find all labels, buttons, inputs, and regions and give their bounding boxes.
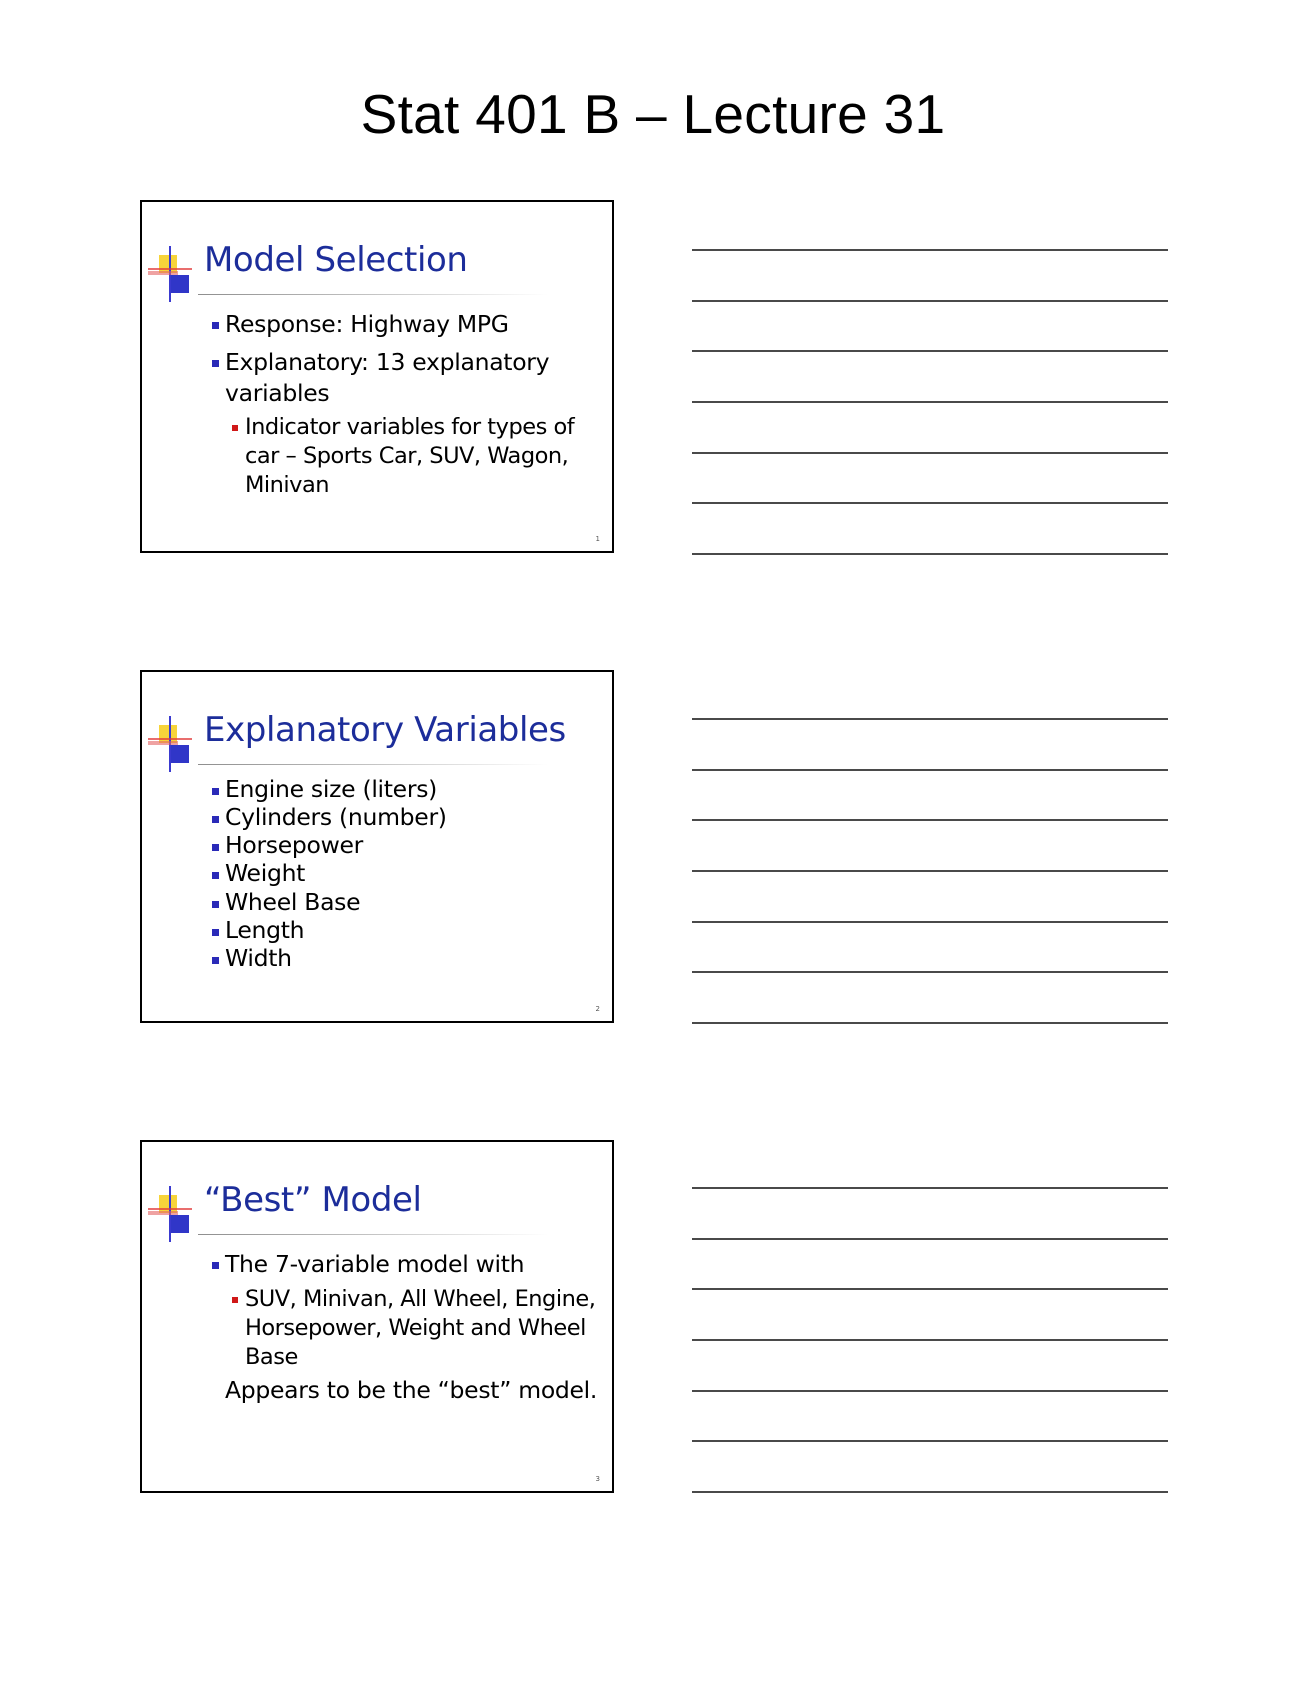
bullet-marker	[212, 322, 219, 329]
bullet-item	[212, 859, 615, 887]
bullet-text: Length	[225, 916, 305, 944]
bullet-item	[212, 1249, 615, 1280]
note-line	[692, 350, 1168, 352]
bullet-text: Weight	[225, 859, 306, 887]
note-line	[692, 553, 1168, 555]
slide-number: 3	[595, 1475, 600, 1483]
note-line	[692, 1339, 1168, 1341]
bullet-marker	[212, 872, 219, 879]
page-title: Stat 401 B – Lecture 31	[360, 83, 946, 145]
bullet-marker	[212, 788, 219, 795]
slide-body	[142, 202, 612, 551]
note-line	[692, 1238, 1168, 1240]
sub-bullet-item	[232, 413, 605, 500]
bullet-item	[212, 347, 615, 409]
bullet-text: Response: Highway MPG	[225, 310, 509, 338]
sub-bullet-item	[232, 1285, 605, 1372]
slide-heading: Explanatory Variables	[204, 710, 566, 750]
bullet-item	[212, 803, 615, 831]
bullet-text: Indicator variables for types of car – Sports Car, SUV, Wagon, Minivan	[245, 414, 575, 498]
slide-1	[140, 200, 614, 553]
slide-number: 2	[595, 1005, 600, 1013]
bullet-text: Engine size (liters)	[225, 775, 438, 803]
note-line	[692, 921, 1168, 923]
bullet-text: Cylinders (number)	[225, 803, 447, 831]
note-line	[692, 502, 1168, 504]
bullet-text: Horsepower	[225, 831, 364, 859]
bullet-marker	[212, 901, 219, 908]
bullet-item	[212, 944, 615, 972]
slide-body	[142, 672, 612, 1021]
note-line	[692, 1187, 1168, 1189]
closing-text: Appears to be the “best” model.	[225, 1376, 598, 1404]
note-line	[692, 401, 1168, 403]
note-line	[692, 971, 1168, 973]
bullet-text: Wheel Base	[225, 888, 361, 916]
bullet-item	[212, 888, 615, 916]
bullet-marker	[212, 844, 219, 851]
bullet-item	[212, 916, 615, 944]
note-line	[692, 1022, 1168, 1024]
slide-2	[140, 670, 614, 1023]
bullet-text: The 7-variable model with	[225, 1250, 525, 1278]
note-line	[692, 718, 1168, 720]
note-line	[692, 1288, 1168, 1290]
bullet-marker	[212, 360, 219, 367]
bullet-marker	[212, 957, 219, 964]
note-line	[692, 769, 1168, 771]
bullet-text: Width	[225, 944, 292, 972]
note-line	[692, 1440, 1168, 1442]
note-line	[692, 1491, 1168, 1493]
note-line	[692, 300, 1168, 302]
slide-heading: “Best” Model	[204, 1180, 422, 1220]
bullet-marker	[232, 425, 238, 431]
note-line	[692, 1390, 1168, 1392]
bullet-marker	[232, 1297, 238, 1303]
bullet-item	[212, 309, 615, 340]
note-line	[692, 249, 1168, 251]
bullet-item	[212, 775, 615, 803]
note-line	[692, 452, 1168, 454]
bullet-text: SUV, Minivan, All Wheel, Engine, Horsepower, Weight and Wheel Base	[245, 1286, 596, 1370]
bullet-marker	[212, 816, 219, 823]
slide-3	[140, 1140, 614, 1493]
slide-heading: Model Selection	[204, 240, 468, 280]
note-line	[692, 819, 1168, 821]
bullet-item	[212, 831, 615, 859]
bullet-text: Explanatory: 13 explanatory variables	[225, 348, 550, 407]
bullet-marker	[212, 1262, 219, 1269]
slide-number: 1	[595, 535, 600, 543]
slide-body	[142, 1142, 612, 1491]
note-line	[692, 870, 1168, 872]
bullet-marker	[212, 929, 219, 936]
